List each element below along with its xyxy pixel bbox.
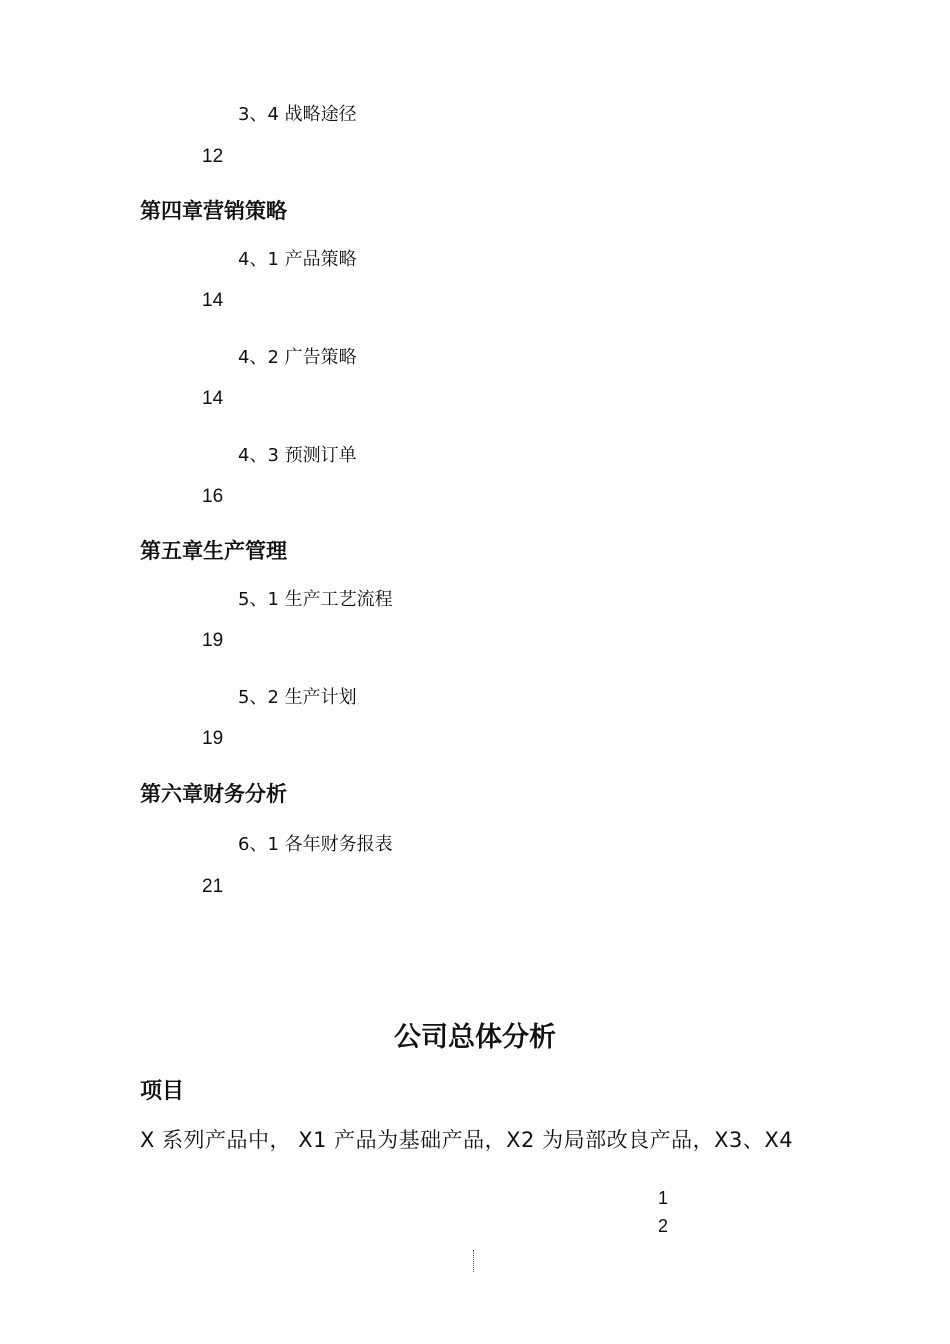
footer-page-number-line2: 2 — [658, 1216, 669, 1236]
toc-entry-3-4: 3、4 战略途径 — [238, 104, 357, 125]
toc-entry-6-1: 6、1 各年财务报表 — [238, 834, 393, 855]
toc-entry-5-2: 5、2 生产计划 — [238, 687, 357, 708]
section-heading: 项目 — [140, 1079, 185, 1104]
toc-entry-4-1: 4、1 产品策略 — [238, 249, 357, 270]
toc-page-number: 21 — [202, 876, 224, 897]
toc-entry-5-1: 5、1 生产工艺流程 — [238, 589, 393, 610]
toc-chapter-6: 第六章财务分析 — [140, 782, 287, 806]
toc-page-number: 14 — [202, 388, 224, 409]
toc-page-number: 19 — [202, 728, 224, 749]
toc-page-number: 19 — [202, 630, 224, 651]
toc-chapter-4: 第四章营销策略 — [140, 199, 287, 223]
toc-entry-4-2: 4、2 广告策略 — [238, 347, 357, 368]
toc-entry-4-3: 4、3 预测订单 — [238, 445, 357, 466]
toc-page-number: 14 — [202, 290, 224, 311]
toc-chapter-5: 第五章生产管理 — [140, 539, 287, 563]
toc-page-number: 16 — [202, 486, 224, 507]
toc-page-number: 12 — [202, 146, 224, 167]
body-paragraph: X 系列产品中， X1 产品为基础产品，X2 为局部改良产品，X3、X4 — [140, 1128, 794, 1152]
page-center-marker — [473, 1250, 476, 1272]
footer-page-number-line1: 1 — [658, 1188, 669, 1208]
page-title: 公司总体分析 — [394, 1022, 556, 1053]
